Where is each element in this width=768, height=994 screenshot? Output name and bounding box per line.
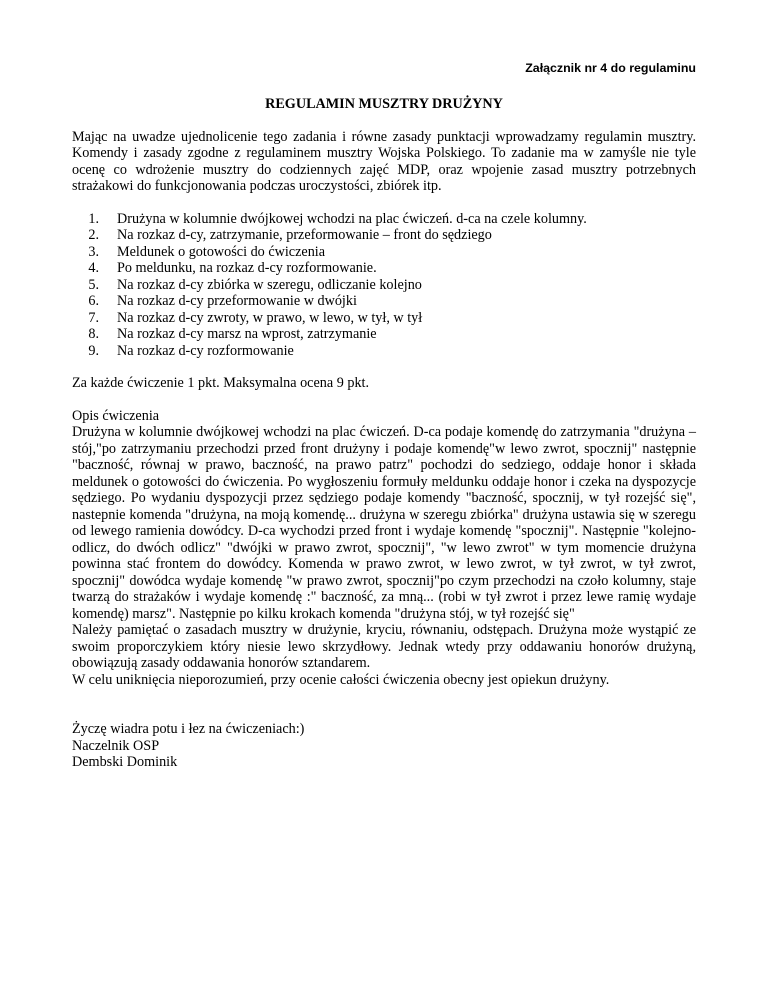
list-item-number: 3. [88,243,99,260]
description-heading: Opis ćwiczenia [72,407,160,424]
document-title: REGULAMIN MUSZTRY DRUŻYNY [265,96,503,112]
closing-wish: Życzę wiadra potu i łez na ćwiczeniach:) [72,721,305,737]
list-item [72,260,696,277]
list-item-text: Na rozkaz d-cy marsz na wprost, zatrzymanie [117,326,377,342]
list-item-text: Drużyna w kolumnie dwójkowej wchodzi na plac ćwiczeń. d-ca na czele kolumny. [117,210,587,227]
list-item-number: 8. [88,326,99,342]
signature-block [72,721,696,771]
attachment-label: Załącznik nr 4 do regulaminu [525,61,696,75]
list-item-text: Na rozkaz d-cy zwroty, w prawo, w lewo, w tył, w tył [117,309,423,326]
steps-list [72,211,696,360]
list-item-text: Po meldunku, na rozkaz d-cy rozformowanie. [117,260,377,276]
signer-role: Naczelnik OSP [72,737,160,754]
list-item-text: Na rozkaz d-cy przeformowanie w dwójki [117,293,357,309]
list-item-number: 9. [88,342,99,359]
signer-name: Dembski Dominik [72,754,178,770]
judge-note: W celu uniknięcia nieporozumień, przy ocenie całości ćwiczenia obecny jest opiekun drużyny. [72,671,610,688]
list-item [72,227,696,244]
list-item-number: 6. [88,293,99,309]
document-page [72,60,696,771]
list-item [72,211,696,228]
list-item [72,277,696,294]
list-item-number: 4. [88,260,99,276]
description-body: Drużyna w kolumnie dwójkowej wchodzi na plac ćwiczeń. D-ca podaje komendę do zatrzymania "drużyna – stój,"po zatrzymaniu przechodzi przed front drużyny i podaje komendę"w lewo zwrot, spocznij" następnie "baczność, równaj w prawo, baczność, na prawo patrz" pochodzi do sedziego, oddaje honor i składa meldunek o gotowości do ćwiczenia. Po wygłoszeniu formuły meldunku oddaje honor i czeka na dyspozycje sędziego. Po wydaniu dyspozycji przez sędziego podaje komendy "baczność, spocznij, w tył rozejść się", nastepnie komenda "drużyna, na moją komendę... drużyna w szeregu zbiórka" drużyna ustawia się w szeregu od lewego ramienia dowódcy. D-ca wychodzi przed front i wydaje komendę "spocznij". Następnie "kolejno- odlicz, do dwóch odlicz" "dwójki w prawo zwrot, spocznij", "w lewo zwrot" w tym momencie drużyna powinna stać frontem do dowódcy. Komenda w prawo zwrot, w lewo zwrot, w tył zwrot, w tył zwrot, spocznij" dowódca wydaje komendę "w prawo zwrot, spocznij"po czym przechodzi na czoło kolumny, staje twarzą do strażaków i wydaje komendę :" baczność, za mną... (robi w tył zwrot i przez lewe ramię wydaje komendę) marsz". Następnie po kilku krokach komenda "drużyna stój, w tył rozejść się" [72,424,696,622]
list-item-text: Na rozkaz d-cy zbiórka w szeregu, odliczanie kolejno [117,276,422,293]
list-item [72,293,696,310]
list-item-number: 7. [88,309,99,326]
intro-paragraph: Mając na uwadze ujednolicenie tego zadania i równe zasady punktacji wprowadzamy regulamin musztry. Komendy i zasady zgodne z regulaminem musztry Wojska Polskiego. To zadanie ma w zamyśle nie tyle ocenę co wdrożenie musztry do codziennych zajęć MDP, oraz wpojenie zasad musztry potrzebnych strażakowi do funkcjonowania podczas uroczystości, zbiórek itp. [72,128,696,194]
list-item [72,326,696,343]
list-item-text: Na rozkaz d-cy rozformowanie [117,342,294,359]
score-line: Za każde ćwiczenie 1 pkt. Maksymalna ocena 9 pkt. [72,375,370,391]
rules-note: Należy pamiętać o zasadach musztry w drużynie, kryciu, równaniu, odstępach. Drużyna może wystąpić ze swoim proporczykiem który niesie lewo skrzydłowy. Jednak wtedy przy oddawaniu honorów drużyną, obowiązują zasady oddawania honorów sztandarem. [72,622,696,671]
list-item-number: 1. [88,210,99,227]
list-item-text: Meldunek o gotowości do ćwiczenia [117,243,326,260]
list-item-text: Na rozkaz d-cy, zatrzymanie, przeformowanie – front do sędziego [117,227,492,243]
list-item-number: 5. [88,276,99,293]
list-item [72,244,696,261]
list-item [72,343,696,360]
list-item [72,310,696,327]
list-item-number: 2. [88,227,99,243]
